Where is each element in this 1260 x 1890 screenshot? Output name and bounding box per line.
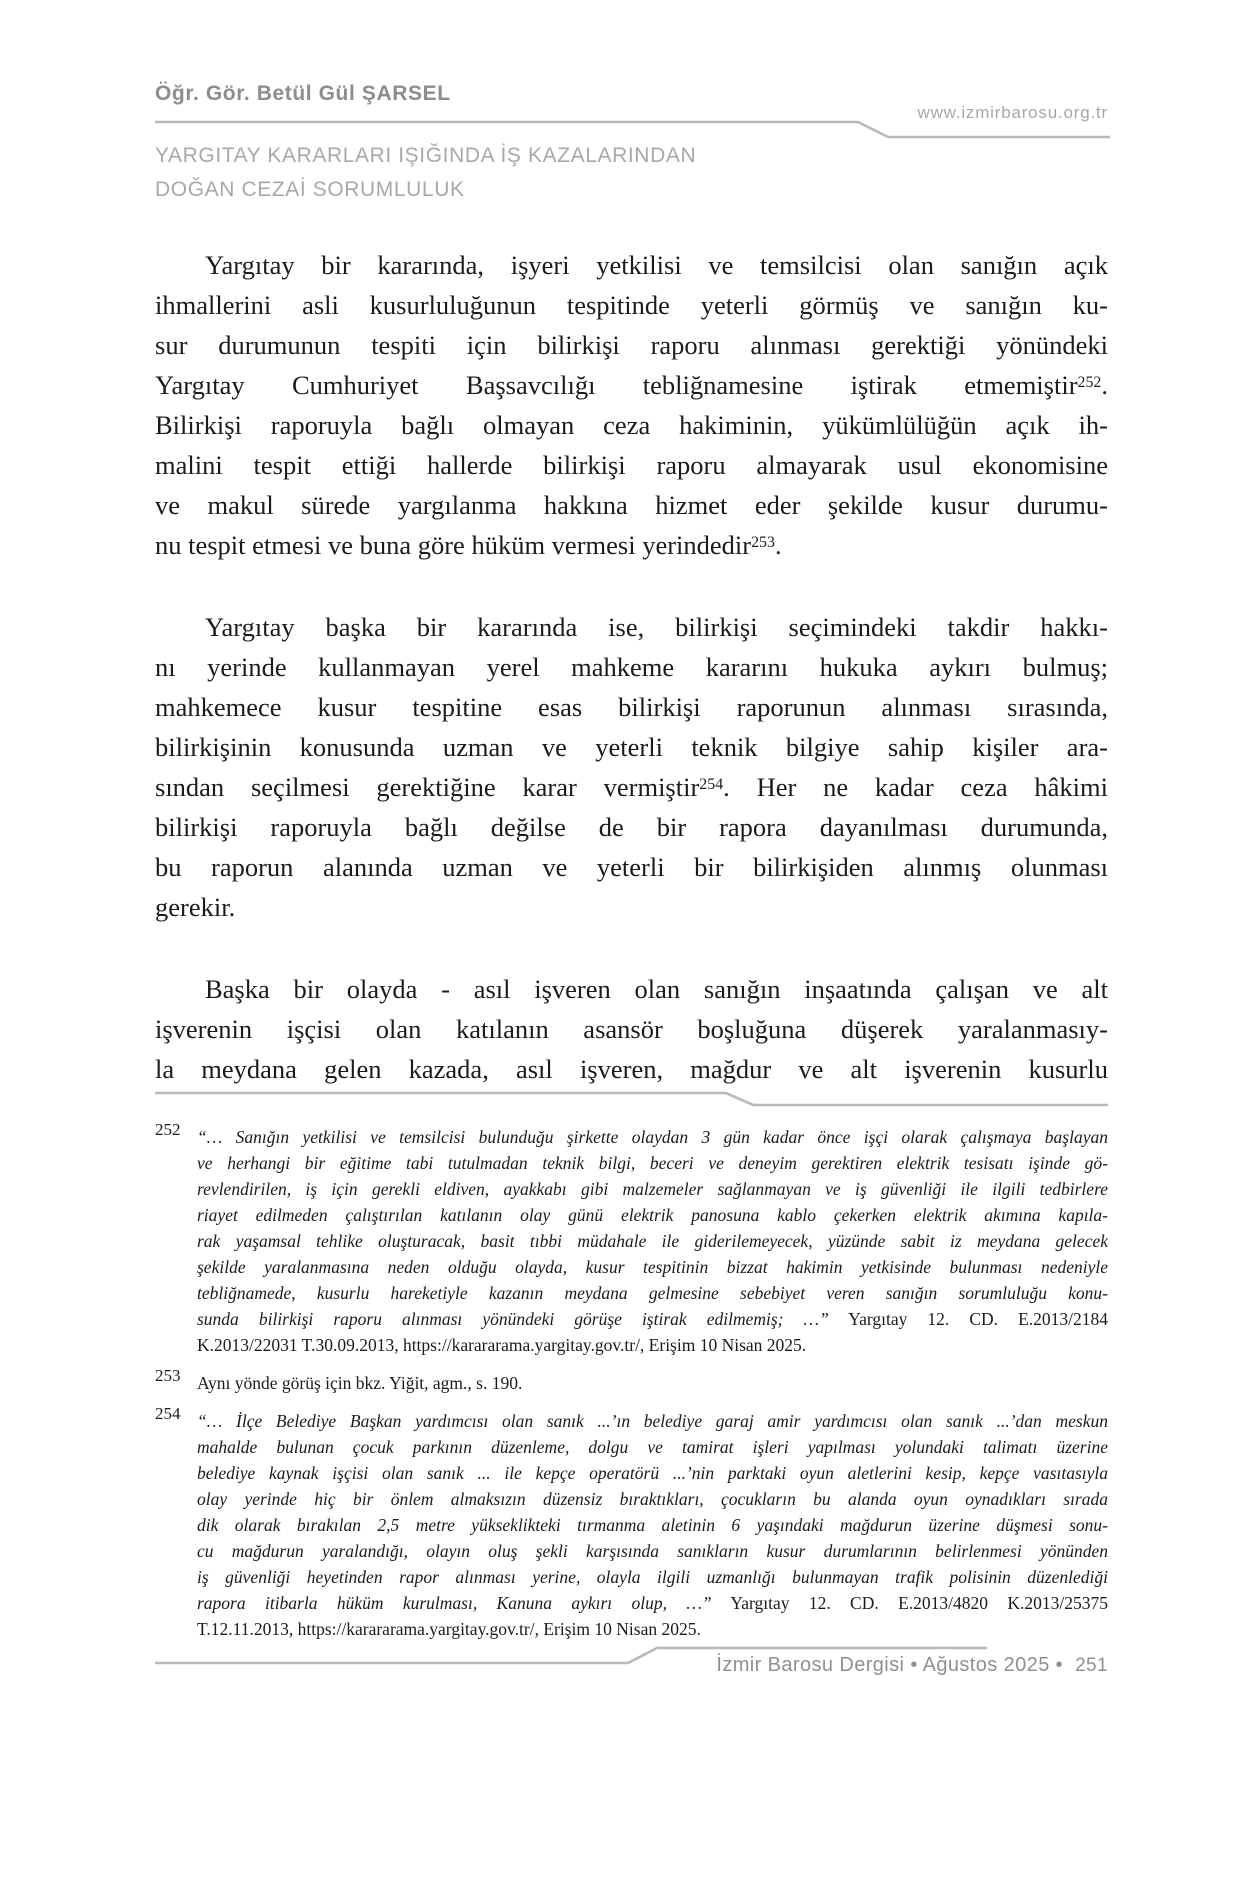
text-line: T.12.11.2013, https://karararama.yargitay.gov.tr/, Erişim 10 Nisan 2025.	[197, 1619, 701, 1639]
footnotes	[155, 1120, 1108, 1654]
text-line: ve makul sürede yargılanma hakkına hizmet eder şekilde kusur durumu-	[155, 490, 1108, 520]
text-line: rak yaşamsal tehlike oluşturacak, basit tıbbi müdahale ile giderilemeyecek, yüzünde sabit iz meydana gelecek	[197, 1231, 1108, 1251]
footnote	[155, 1366, 1108, 1396]
text-line: riayet edilmeden çalıştırılan katılanın olay günü elektrik panosuna kablo çekerken elektrik akımına kapıla-	[197, 1205, 1108, 1225]
title-line: YARGITAY KARARLARI IŞIĞINDA İŞ KAZALARINDAN	[155, 144, 697, 167]
footnote-reference: 254	[699, 775, 724, 793]
journal-name-issue: İzmir Barosu Dergisi • Ağustos 2025 •	[716, 1654, 1064, 1676]
text-line: şekilde yaralanmasına neden olduğu olayda, kusur tespitinin bizzat hakimin yetkisinde bulunması nedeniyle	[197, 1257, 1108, 1277]
text-line: işverenin işçisi olan katılanın asansör boşluğuna düşerek yaralanmasıy-	[155, 1014, 1108, 1044]
text-line: Aynı yönde görüş için bkz. Yiğit, agm., s. 190.	[197, 1373, 523, 1393]
text-line: mahkemece kusur tespitine esas bilirkişi raporunun alınması sırasında,	[155, 692, 1108, 722]
text-line: “… İlçe Belediye Başkan yardımcısı olan sanık ...’ın belediye garaj amir yardımcısı olan sanık ...’dan meskun	[197, 1411, 1108, 1431]
footnote-number: 253	[155, 1366, 181, 1385]
footnote-separator	[155, 1090, 1110, 1108]
text-line: cu mağdurun yaralandığı, olayın oluş şekli karşısında sanıkların kusur durumlarının belirlenmesi yönünden	[197, 1541, 1108, 1561]
author-name: Öğr. Gör. Betül Gül ŞARSEL	[155, 82, 451, 105]
footnote	[155, 1120, 1108, 1358]
text-line: bu raporun alanında uzman ve yeterli bir bilirkişiden alınmış olunması	[155, 852, 1108, 882]
title-line: DOĞAN CEZAİ SORUMLULUK	[155, 178, 465, 201]
article-body	[155, 245, 1108, 1131]
text-line: revlendirilen, iş için gerekli eldiven, ayakkabı gibi malzemeler sağlanmayan ve iş güvenliği ile ilgili tedbirlere	[197, 1179, 1108, 1199]
page-footer	[716, 1654, 1108, 1677]
website-url: www.izmirbarosu.org.tr	[917, 103, 1108, 122]
text-line: K.2013/22031 T.30.09.2013, https://karararama.yargitay.gov.tr/, Erişim 10 Nisan 2025.	[197, 1335, 807, 1355]
footnote-number: 252	[155, 1120, 181, 1139]
text-line: tebliğnamede, kusurlu hareketiyle kazanın meydana gelmesine sebebiyet veren sanığın sorumluluğu konu-	[197, 1283, 1108, 1303]
text-line: malini tespit ettiği hallerde bilirkişi raporu almayarak usul ekonomisine	[155, 450, 1108, 480]
text-line: olay yerinde hiç bir önlem almaksızın düzensiz bıraktıkları, çocukların bu alanda oyun oynadıkları sırada	[197, 1489, 1108, 1509]
text-line: iş güvenliği heyetinden rapor alınması yerine, olayla ilgili uzmanlığı bulunmayan trafik polisinin düzenlediği	[197, 1567, 1108, 1587]
text-line: Başka bir olayda - asıl işveren olan sanığın inşaatında çalışan ve alt	[205, 974, 1108, 1004]
body-paragraph	[155, 607, 1108, 927]
footnote-reference: 253	[751, 533, 775, 551]
text-line: gerekir.	[155, 892, 236, 922]
text-line: Yargıtay başka bir kararında ise, bilirkişi seçimindeki takdir hakkı-	[205, 612, 1108, 642]
article-title	[155, 139, 696, 207]
text-line: belediye kaynak işçisi olan sanık ... ile kepçe operatörü ...’nin parktaki oyun aletlerini kesip, kepçe vasıtasıyla	[197, 1463, 1108, 1483]
text-line: mahalde bulunan çocuk parkının düzenleme, dolgu ve tamirat işleri yapılması yolundaki talimatı üzerine	[197, 1437, 1108, 1457]
footnote-number: 254	[155, 1404, 181, 1423]
footnote-reference: 252	[1077, 373, 1102, 391]
text-line: dik olarak bırakılan 2,5 metre yükseklikteki tırmanma aletinin 6 yaşındaki mağdurun üzerine düşmesi sonu-	[197, 1515, 1108, 1535]
text-line: Yargıtay bir kararında, işyeri yetkilisi ve temsilcisi olan sanığın açık	[205, 250, 1108, 280]
text-line: nı yerinde kullanmayan yerel mahkeme kararını hukuka aykırı bulmuş;	[155, 652, 1108, 682]
footnote	[155, 1404, 1108, 1642]
text-line: ihmallerini asli kusurluluğunun tespitinde yeterli görmüş ve sanığın ku-	[155, 290, 1108, 320]
text-line: ve herhangi bir eğitime tabi tutulmadan teknik bilgi, beceri ve deneyim gerektiren elektrik tesisatı işinde gö-	[197, 1153, 1108, 1173]
page-number: 251	[1075, 1655, 1108, 1676]
text-line: bilirkişi raporuyla bağlı değilse de bir rapora dayanılması durumunda,	[155, 812, 1108, 842]
text-line: “… Sanığın yetkilisi ve temsilcisi bulunduğu şirkette olaydan 3 gün kadar önce işçi olarak çalışmaya başlayan	[197, 1127, 1108, 1147]
text-line: sunda bilirkişi raporu alınması yönündeki görüşe iştirak edilmemiş; …” Yargıtay 12. CD. E.2013/2184	[197, 1309, 1108, 1329]
text-line: nu tespit etmesi ve buna göre hüküm vermesi yerindedir$^{253}$.	[155, 530, 782, 560]
text-line: bilirkişinin konusunda uzman ve yeterli teknik bilgiye sahip kişiler ara-	[155, 732, 1108, 762]
text-line: sından seçilmesi gerektiğine karar vermiştir$^{254}$. Her ne kadar ceza hâkimi	[155, 772, 1108, 802]
text-line: Yargıtay Cumhuriyet Başsavcılığı tebliğnamesine iştirak etmemiştir$^{252}$.	[155, 370, 1108, 400]
text-line: sur durumunun tespiti için bilirkişi raporu alınması gerektiği yönündeki	[155, 330, 1108, 360]
body-paragraph	[155, 245, 1108, 565]
text-line: la meydana gelen kazada, asıl işveren, mağdur ve alt işverenin kusurlu	[155, 1054, 1108, 1084]
text-line: rapora itibarla hüküm kurulması, Kanuna aykırı olup, …” Yargıtay 12. CD. E.2013/4820 K.2013/25375	[197, 1593, 1108, 1613]
body-paragraph	[155, 969, 1108, 1089]
text-line: Bilirkişi raporuyla bağlı olmayan ceza hakiminin, yükümlülüğün açık ih-	[155, 410, 1108, 440]
